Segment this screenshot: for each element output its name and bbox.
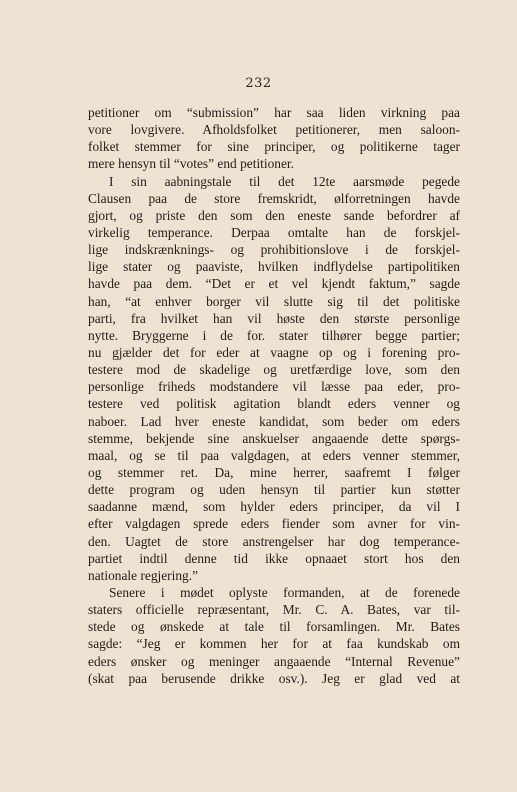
body-text	[88, 104, 460, 687]
text-line: lige stater og paaviste, hvilken indflydelse partipolitiken	[88, 259, 460, 275]
text-line: vore lovgivere. Afholdsfolket petitionerer, men saloon-	[88, 122, 460, 138]
text-line: dette program og uden hensyn til partier kun støtter	[88, 482, 460, 498]
text-line: I sin aabningstale til det 12te aarsmøde pegede	[109, 173, 460, 189]
text-line: (skat paa berusende drikke osv.). Jeg er glad ved at	[88, 670, 460, 686]
text-line: nu gjælder det for eder at vaagne op og i forening pro-	[88, 344, 460, 360]
text-line: naboer. Lad hver eneste kandidat, som beder om eders	[88, 413, 460, 429]
text-line: virkelig temperance. Derpaa omtalte han de forskjel-	[88, 224, 460, 240]
text-line: efter valgdagen sprede eders fiender som avner for vin-	[88, 516, 460, 532]
text-line: testere mod de skadelige og uretfærdige love, som den	[88, 362, 460, 378]
text-line: han, “at enhver borger vil slutte sig til det politiske	[88, 293, 460, 309]
text-line: gjort, og priste den som den eneste sande befordrer af	[88, 207, 460, 223]
text-line: nytte. Bryggerne i de for. stater tilhører begge partier;	[88, 327, 460, 343]
text-line: den. Uagtet de store anstrengelser har dog temperance-	[88, 533, 460, 549]
text-line: stede og ønskede at tale til forsamlingen. Mr. Bates	[88, 619, 460, 635]
text-line: petitioner om “submission” har saa liden virkning paa	[88, 105, 460, 120]
text-line: Senere i mødet oplyste formanden, at de forenede	[109, 584, 460, 600]
text-line: testere ved politisk agitation blandt eders venner og	[88, 396, 460, 412]
text-line: staters officielle repræsentant, Mr. C. A. Bates, var til-	[88, 602, 460, 618]
text-line: folket stemmer for sine principer, og politikerne tager	[88, 139, 460, 155]
text-line: sagde: “Jeg er kommen her for at faa kundskab om	[88, 636, 460, 652]
text-line: lige indskrænknings- og prohibitionslove i de forskjel-	[88, 242, 460, 258]
text-line: eders ønsker og meninger angaaende “Internal Revenue”	[88, 653, 460, 669]
text-line: Clausen paa de store fremskridt, ølforretningen havde	[88, 190, 460, 206]
text-line: parti, fra hvilket han vil høste den største personlige	[88, 310, 460, 326]
text-line: maal, og se til paa valgdagen, at eders venner stemmer,	[88, 447, 460, 463]
text-line: havde paa dem. “Det er et vel kjendt faktum,” sagde	[88, 276, 460, 292]
text-line: stemme, bekjende sine anskuelser angaaende dette spørgs-	[88, 430, 460, 446]
text-line: og stemmer ret. Da, mine herrer, saafremt I følger	[88, 464, 460, 480]
text-line: personlige friheds modstandere vil læsse paa eder, pro-	[88, 379, 460, 395]
text-line: nationale regjering.”	[88, 567, 199, 583]
text-line: mere hensyn til “votes” end petitioner.	[88, 156, 295, 172]
page-number: 232	[245, 76, 272, 91]
text-line: saadanne mænd, som hylder eders principer, da vil I	[88, 499, 460, 515]
text-line: partiet indtil denne tid ikke opnaaet stort hos den	[88, 550, 460, 566]
